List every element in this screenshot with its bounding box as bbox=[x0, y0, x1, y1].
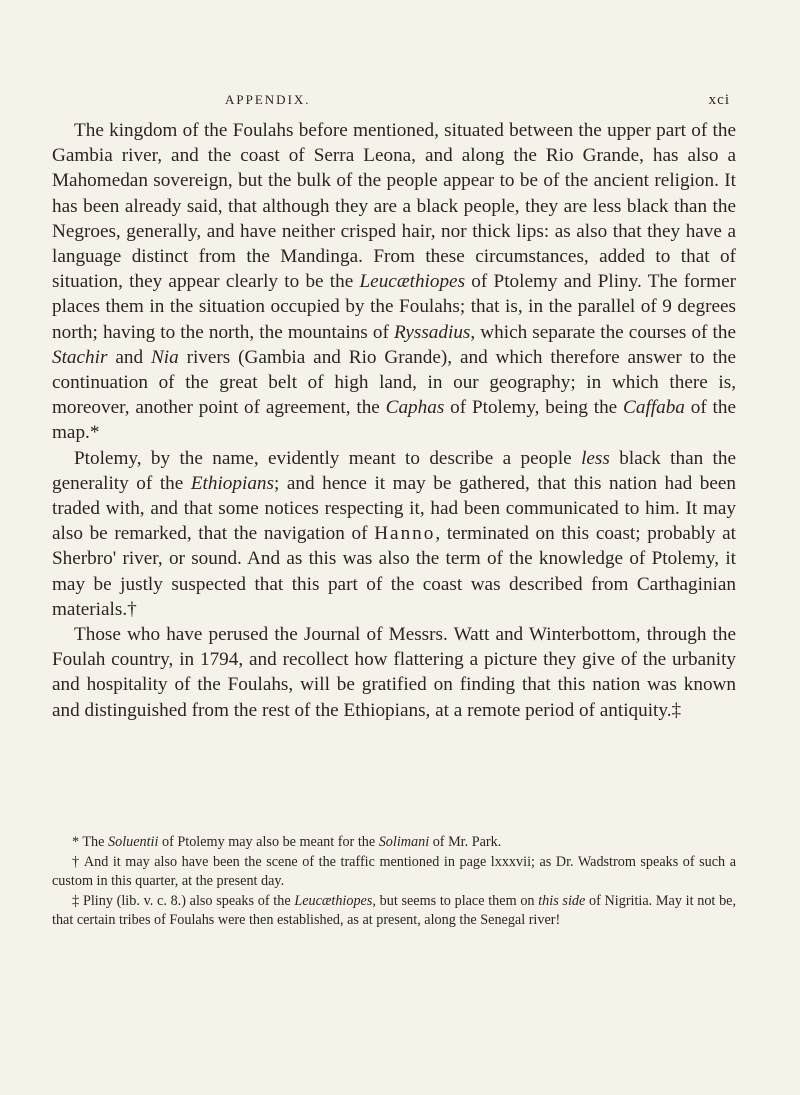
text-run: black than the generality of the bbox=[52, 447, 737, 494]
paragraph-1 bbox=[52, 118, 736, 446]
text-run: The kingdom of the Foulahs before mentioned, situated between the upper part of the Gambia river, and the coast of Serra Leona, and along the Rio Grande, has also a Mahomedan sovereign, but the bulk of the people appear to be of the ancient religion. It has been already said, that although they are a black people, they are less black than the Negroes, generally, and have neither crisped hair, nor thick lips: as also that they have a language distinct from the Mandinga. From these circumstances, added to that of situation, they appear clearly to be the bbox=[52, 120, 736, 293]
small-caps-name: Hanno bbox=[374, 523, 436, 545]
italic-term: Stachir bbox=[52, 346, 108, 368]
italic-term: Soluentii bbox=[108, 834, 159, 850]
italic-term: Ryssadius bbox=[393, 321, 471, 343]
text-run: , but seems to place them on bbox=[372, 892, 539, 909]
running-head bbox=[225, 92, 730, 112]
italic-term: Leucæthiopes bbox=[359, 271, 466, 293]
text-run: of Nigritia. May it not be, that certain tribes of Foulahs were then established, as at present, along the Senegal river! bbox=[52, 892, 737, 928]
text-run: ; and hence it may be gathered, that this nation had been traded with, and that some notices respecting it, had been communicated to him. It may also be remarked, that the navigation of bbox=[52, 472, 736, 545]
text-run: of Ptolemy and Pliny. The former places them in the situation occupied by the Foulahs; that is, in the parallel of 9 degrees north; having to the north, the mountains of bbox=[52, 271, 736, 343]
page-number: xci bbox=[708, 92, 730, 108]
text-run: of Ptolemy may also be meant for the bbox=[158, 834, 379, 850]
main-text bbox=[52, 118, 736, 723]
italic-term: less bbox=[581, 447, 610, 469]
italic-term: Solimani bbox=[378, 834, 430, 850]
text-run: * The bbox=[72, 834, 108, 850]
footnote-1 bbox=[52, 833, 736, 853]
footnote-3 bbox=[52, 892, 736, 931]
text-run: , which separate the courses of the bbox=[470, 321, 736, 343]
italic-term: Caphas bbox=[385, 397, 445, 419]
italic-term: this side bbox=[538, 892, 586, 909]
italic-term: Ethiopians bbox=[190, 472, 274, 494]
paragraph-3: Those who have perused the Journal of Messrs. Watt and Winterbottom, through the Foulah country, in 1794, and recollect how flattering a picture they give of the urbanity and hospitality of the Foulahs, will be gratified on finding that this nation was known and distinguished from the rest of the Ethiopians, at a remote period of antiquity.‡ bbox=[52, 624, 736, 721]
italic-term: Nia bbox=[150, 346, 179, 368]
footnote-2: † And it may also have been the scene of the traffic mentioned in page lxxxvii; as Dr. Wadstrom speaks of such a custom in this quarter, at the present day. bbox=[52, 853, 736, 889]
text-run: ‡ Pliny (lib. v. c. 8.) also speaks of the bbox=[72, 892, 295, 909]
text-run: rivers (Gambia and Rio Grande), and which therefore answer to the continuation of the great belt of high land, in our geography; in which there is, moreover, another point of agreement, the bbox=[52, 346, 736, 419]
italic-term: Caffaba bbox=[623, 397, 685, 419]
footnotes bbox=[52, 833, 736, 931]
text-run: of Mr. Park. bbox=[429, 834, 502, 850]
paragraph-2 bbox=[52, 446, 736, 622]
text-run: and bbox=[107, 346, 151, 368]
text-run: Ptolemy, by the name, evidently meant to describe a people bbox=[74, 447, 582, 469]
text-run: of the map.* bbox=[52, 397, 736, 444]
running-head-title: APPENDIX. bbox=[225, 92, 311, 107]
text-run: , terminated on this coast; probably at Sherbro' river, or sound. And as this was also the term of the knowledge of Ptolemy, it may be justly suspected that this part of the coast was described from Carthaginian materials.† bbox=[52, 523, 736, 620]
text-run: of Ptolemy, being the bbox=[444, 397, 624, 419]
italic-term: Leucæthiopes bbox=[294, 892, 373, 909]
